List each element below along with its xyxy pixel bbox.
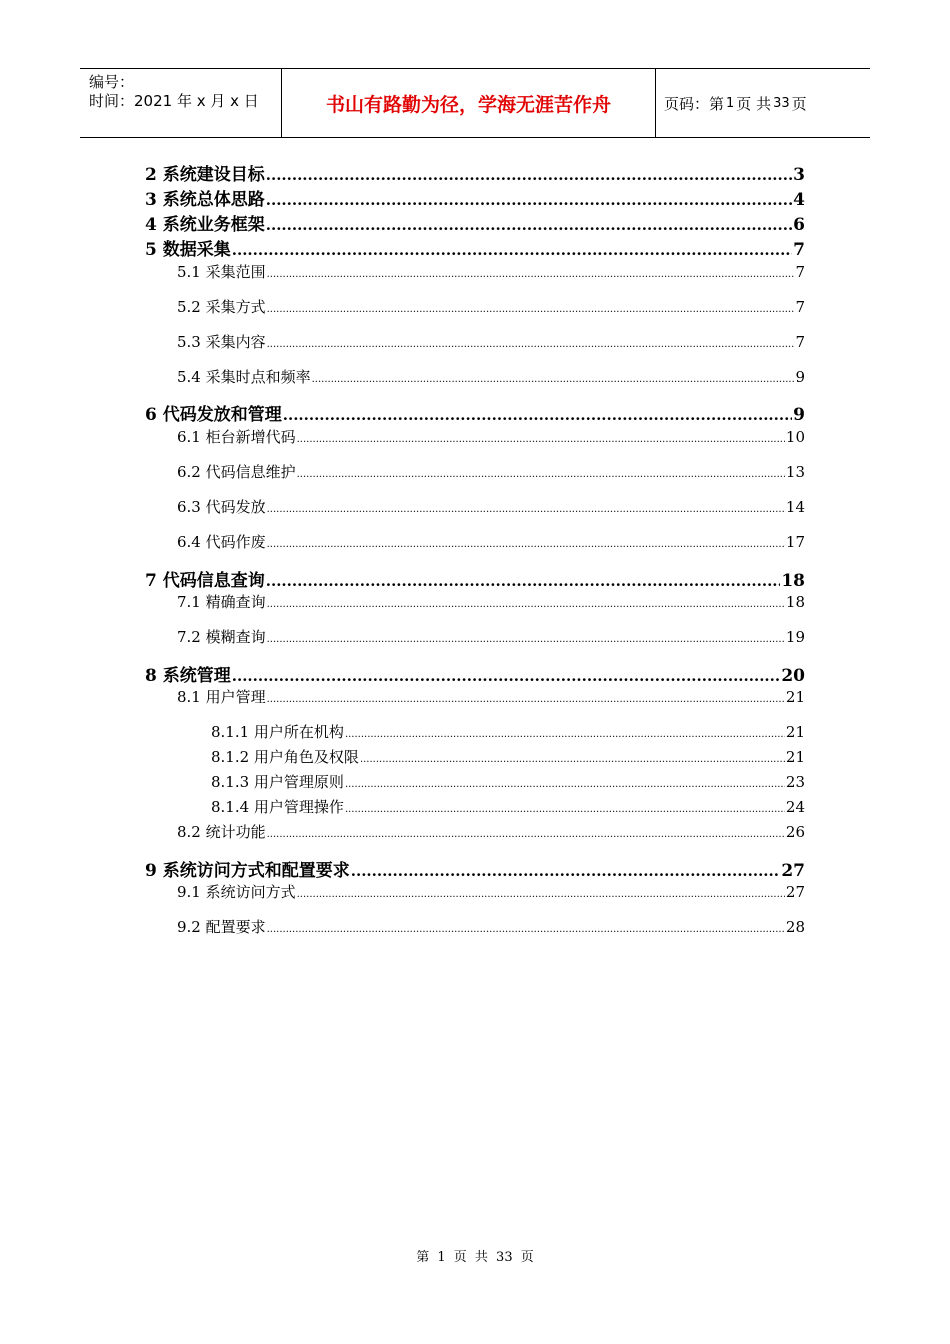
toc-dot-leader [266,572,781,590]
toc-entry-title: 8.1.2 用户角色及权限 [211,748,359,766]
toc-dot-leader [345,779,785,790]
toc-entry-title: 3 系统总体思路 [145,190,265,210]
toc-entry[interactable] [177,591,805,612]
toc-entry-page: 7 [795,263,805,281]
toc-entry-title: 4 系统业务框架 [145,215,265,235]
toc-entry[interactable] [177,461,805,482]
toc-entry-title: 6 代码发放和管理 [145,405,282,425]
toc-entry-title: 6.2 代码信息维护 [177,463,296,481]
toc-entry-page: 7 [793,240,805,260]
toc-dot-leader [267,339,795,350]
page-current: 1 [726,95,735,111]
toc-dot-leader [266,166,792,184]
toc-entry-title: 8.2 统计功能 [177,823,266,841]
toc-entry-title: 5.4 采集时点和频率 [177,368,311,386]
toc-entry[interactable] [145,400,805,425]
toc-entry[interactable] [145,185,805,210]
page-suffix: 页 [791,94,807,113]
toc-entry-title: 8.1.3 用户管理原则 [211,773,344,791]
toc-entry-page: 23 [785,773,805,791]
toc-entry-page: 21 [785,723,805,741]
toc-entry-page: 19 [785,628,805,646]
toc-entry-page: 26 [785,823,805,841]
toc-entry[interactable] [211,796,805,817]
toc-entry[interactable] [145,566,805,591]
toc-dot-leader [267,304,795,315]
page-mid: 页 共 [736,94,772,113]
page-footer: 第 1 页 共 33 页 [416,1250,534,1265]
toc-entry-title: 6.4 代码作废 [177,533,266,551]
toc-dot-leader [266,216,792,234]
toc-entry[interactable] [211,746,805,767]
toc-entry-page: 10 [785,428,805,446]
toc-entry[interactable] [145,661,805,686]
toc-entry-title: 8.1.4 用户管理操作 [211,798,344,816]
toc-entry-title: 9.2 配置要求 [177,918,266,936]
toc-entry[interactable] [177,916,805,937]
toc-entry[interactable] [177,531,805,552]
toc-entry-title: 9.1 系统访问方式 [177,883,296,901]
document-time-label: 时间：2021 年 x 月 x 日 [89,92,259,110]
toc-dot-leader [267,504,785,515]
toc-entry-page: 27 [785,883,805,901]
toc-entry-title: 5.3 采集内容 [177,333,266,351]
toc-entry-page: 4 [793,190,805,210]
toc-entry-title: 8.1.1 用户所在机构 [211,723,344,741]
page-prefix: 页码：第 [664,94,725,113]
toc-entry-page: 24 [785,798,805,816]
header-motto: 书山有路勤为径，学海无涯苦作舟 [281,69,656,137]
toc-dot-leader [267,599,785,610]
toc-entry-page: 18 [785,593,805,611]
toc-entry-page: 21 [785,748,805,766]
toc-entry-page: 13 [785,463,805,481]
toc-dot-leader [267,694,785,705]
toc-entry-title: 6.1 柜台新增代码 [177,428,296,446]
toc-entry[interactable] [177,686,805,707]
toc-entry-page: 7 [795,333,805,351]
toc-entry-title: 5.2 采集方式 [177,298,266,316]
toc-entry[interactable] [177,496,805,517]
toc-dot-leader [267,539,785,550]
toc-entry-title: 8.1 用户管理 [177,688,266,706]
document-number-label: 编号： [89,73,135,91]
toc-dot-leader [312,374,795,385]
toc-dot-leader [267,269,795,280]
toc-dot-leader [297,469,785,480]
toc-dot-leader [267,924,785,935]
toc-entry-title: 7.1 精确查询 [177,593,266,611]
toc-entry[interactable] [177,296,805,317]
toc-entry-title: 2 系统建设目标 [145,165,265,185]
toc-entry-title: 5 数据采集 [145,240,231,260]
toc-entry-page: 6 [793,215,805,235]
toc-dot-leader [232,667,781,685]
toc-entry-page: 18 [781,571,805,591]
toc-dot-leader [345,729,785,740]
toc-entry[interactable] [145,160,805,185]
toc-entry[interactable] [145,235,805,260]
toc-entry-title: 6.3 代码发放 [177,498,266,516]
toc-entry-title: 7.2 模糊查询 [177,628,266,646]
toc-entry[interactable] [211,771,805,792]
toc-entry-page: 3 [793,165,805,185]
toc-entry[interactable] [177,821,805,842]
page-total: 33 [773,95,790,111]
toc-entry[interactable] [145,210,805,235]
toc-entry-page: 14 [785,498,805,516]
toc-entry[interactable] [177,626,805,647]
toc-entry[interactable] [177,331,805,352]
toc-entry-title: 5.1 采集范围 [177,263,266,281]
toc-dot-leader [297,434,785,445]
toc-entry[interactable] [177,426,805,447]
toc-entry[interactable] [145,856,805,881]
toc-entry-page: 20 [781,666,805,686]
toc-dot-leader [360,754,785,765]
toc-dot-leader [266,191,792,209]
toc-entry-page: 21 [785,688,805,706]
toc-entry-page: 7 [795,298,805,316]
toc-entry[interactable] [177,261,805,282]
header-meta [80,69,280,137]
toc-entry-title: 8 系统管理 [145,666,231,686]
toc-entry-page: 17 [785,533,805,551]
toc-entry[interactable] [211,721,805,742]
toc-dot-leader [351,862,781,880]
toc-entry-page: 9 [793,405,805,425]
toc-entry-page: 9 [795,368,805,386]
toc-entry[interactable] [177,881,805,902]
toc-entry-page: 27 [781,861,805,881]
header-page-indicator [655,69,870,137]
toc-dot-leader [345,804,785,815]
toc-entry[interactable] [177,366,805,387]
toc-dot-leader [267,634,785,645]
toc-dot-leader [283,406,792,424]
toc-entry-page: 28 [785,918,805,936]
toc-entry-title: 7 代码信息查询 [145,571,265,591]
toc-dot-leader [232,241,792,259]
toc-entry-title: 9 系统访问方式和配置要求 [145,861,350,881]
toc-dot-leader [267,829,785,840]
page-header [80,68,870,138]
toc-dot-leader [297,889,785,900]
